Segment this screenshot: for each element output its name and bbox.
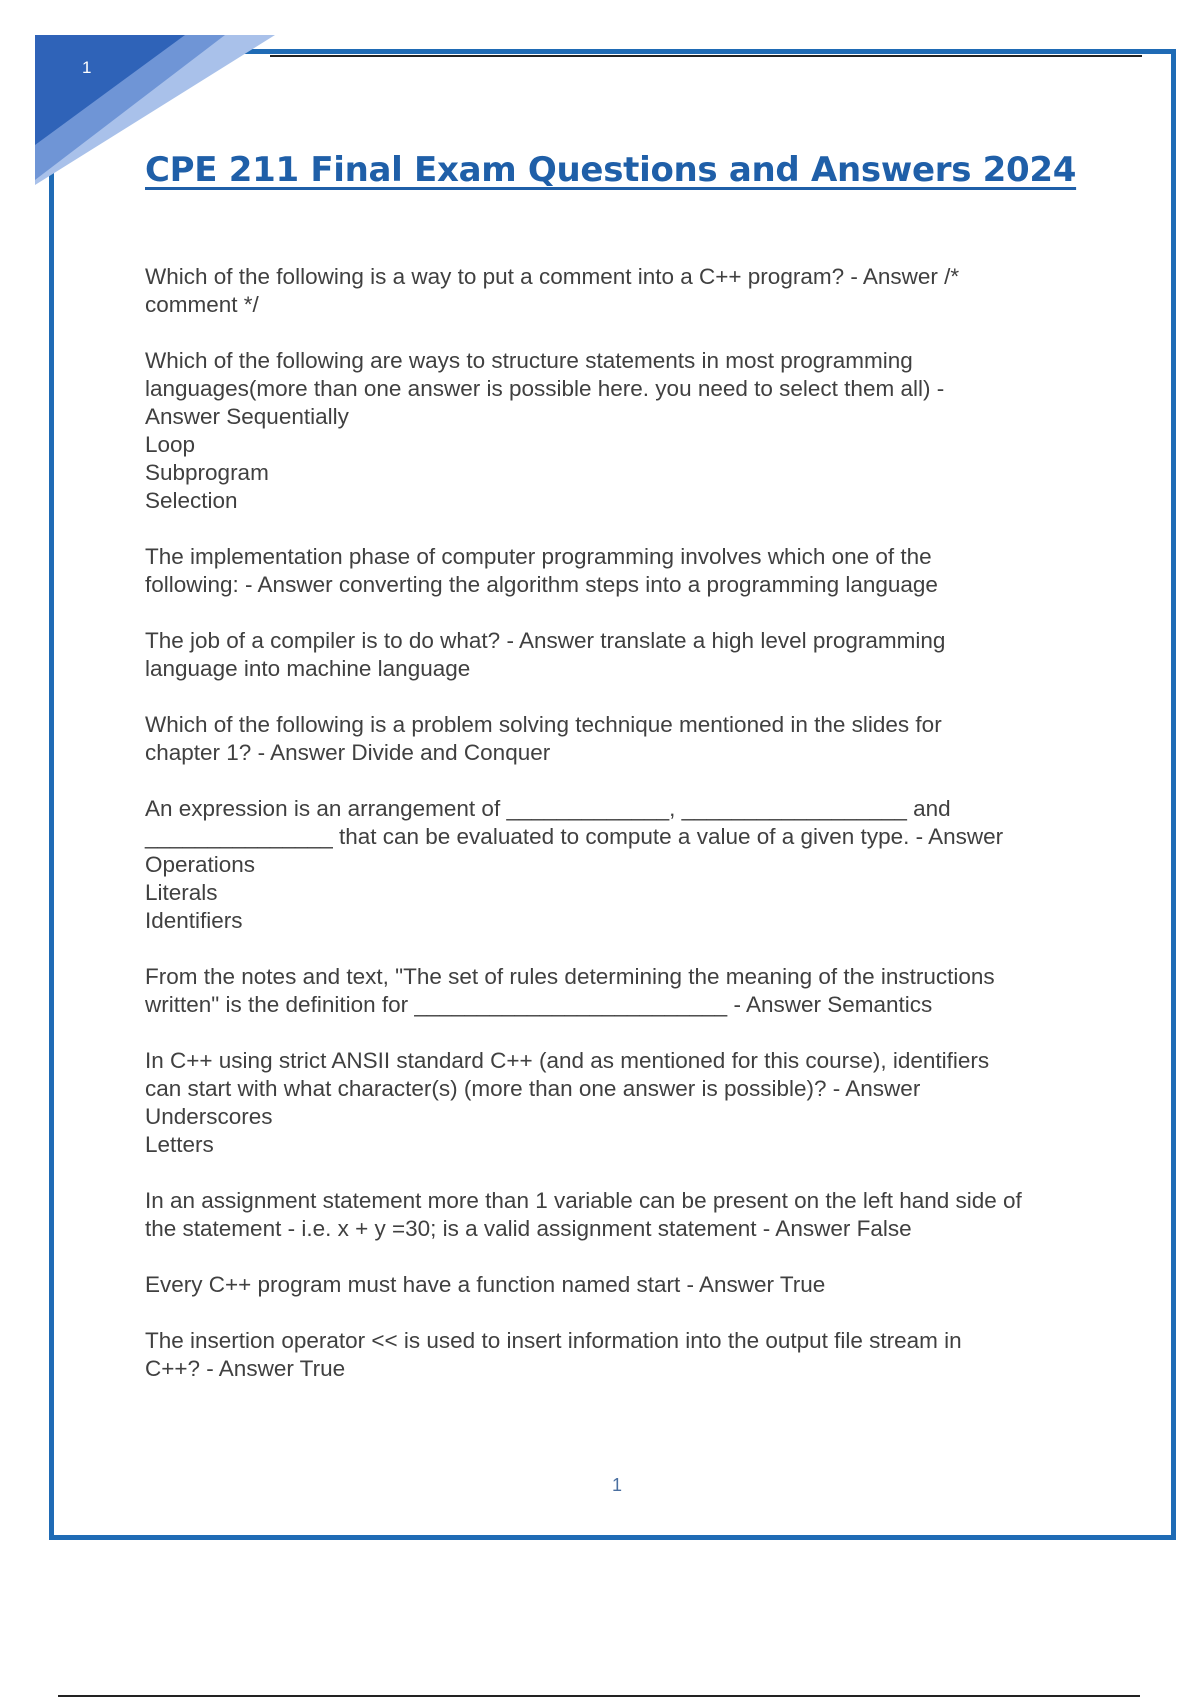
qa-text: Which of the following is a way to put a comment into a C++ program? - Answer /* comment */: [145, 264, 960, 317]
qa-item: [145, 543, 1095, 599]
qa-item: [145, 347, 1095, 515]
header-rule: [270, 55, 1142, 57]
corner-page-number: 1: [82, 58, 92, 77]
qa-text: Every C++ program must have a function named start - Answer True: [145, 1272, 826, 1297]
qa-text: An expression is an arrangement of _____________, __________________ and _______________ that can be evaluated to compute a value of a given type. - Answer Operations Literals Identifiers: [145, 796, 1004, 933]
qa-item: [145, 963, 1095, 1019]
qa-item: [145, 1047, 1095, 1159]
qa-item: [145, 263, 1095, 319]
qa-item: [145, 627, 1095, 683]
qa-item: [145, 1187, 1095, 1243]
qa-item: [145, 795, 1095, 935]
qa-list: [145, 263, 1095, 1383]
qa-text: From the notes and text, "The set of rules determining the meaning of the instructions written" is the definition for _________________________ - Answer Semantics: [145, 964, 995, 1017]
bottom-rule: [58, 1695, 1140, 1697]
document-title: CPE 211 Final Exam Questions and Answers 2024: [145, 150, 1077, 190]
qa-item: [145, 711, 1095, 767]
qa-text: The job of a compiler is to do what? - Answer translate a high level programming language into machine language: [145, 628, 946, 681]
qa-text: Which of the following are ways to structure statements in most programming languages(more than one answer is possible here. you need to select them all) - Answer Sequentially Loop Subprogram Selection: [145, 348, 945, 513]
qa-text: The insertion operator << is used to insert information into the output file stream in C++? - Answer True: [145, 1328, 962, 1381]
qa-text: Which of the following is a problem solving technique mentioned in the slides for chapter 1? - Answer Divide and Conquer: [145, 712, 942, 765]
footer-page-number: 1: [611, 1475, 622, 1495]
qa-item: [145, 1271, 1095, 1299]
qa-item: [145, 1327, 1095, 1383]
qa-text: The implementation phase of computer programming involves which one of the following: - Answer converting the algorithm steps into a programming language: [145, 544, 938, 597]
qa-text: In an assignment statement more than 1 variable can be present on the left hand side of the statement - i.e. x + y =30; is a valid assignment statement - Answer False: [145, 1188, 1022, 1241]
qa-text: In C++ using strict ANSII standard C++ (and as mentioned for this course), identifiers can start with what character(s) (more than one answer is possible)? - Answer Underscores Letters: [145, 1048, 990, 1157]
